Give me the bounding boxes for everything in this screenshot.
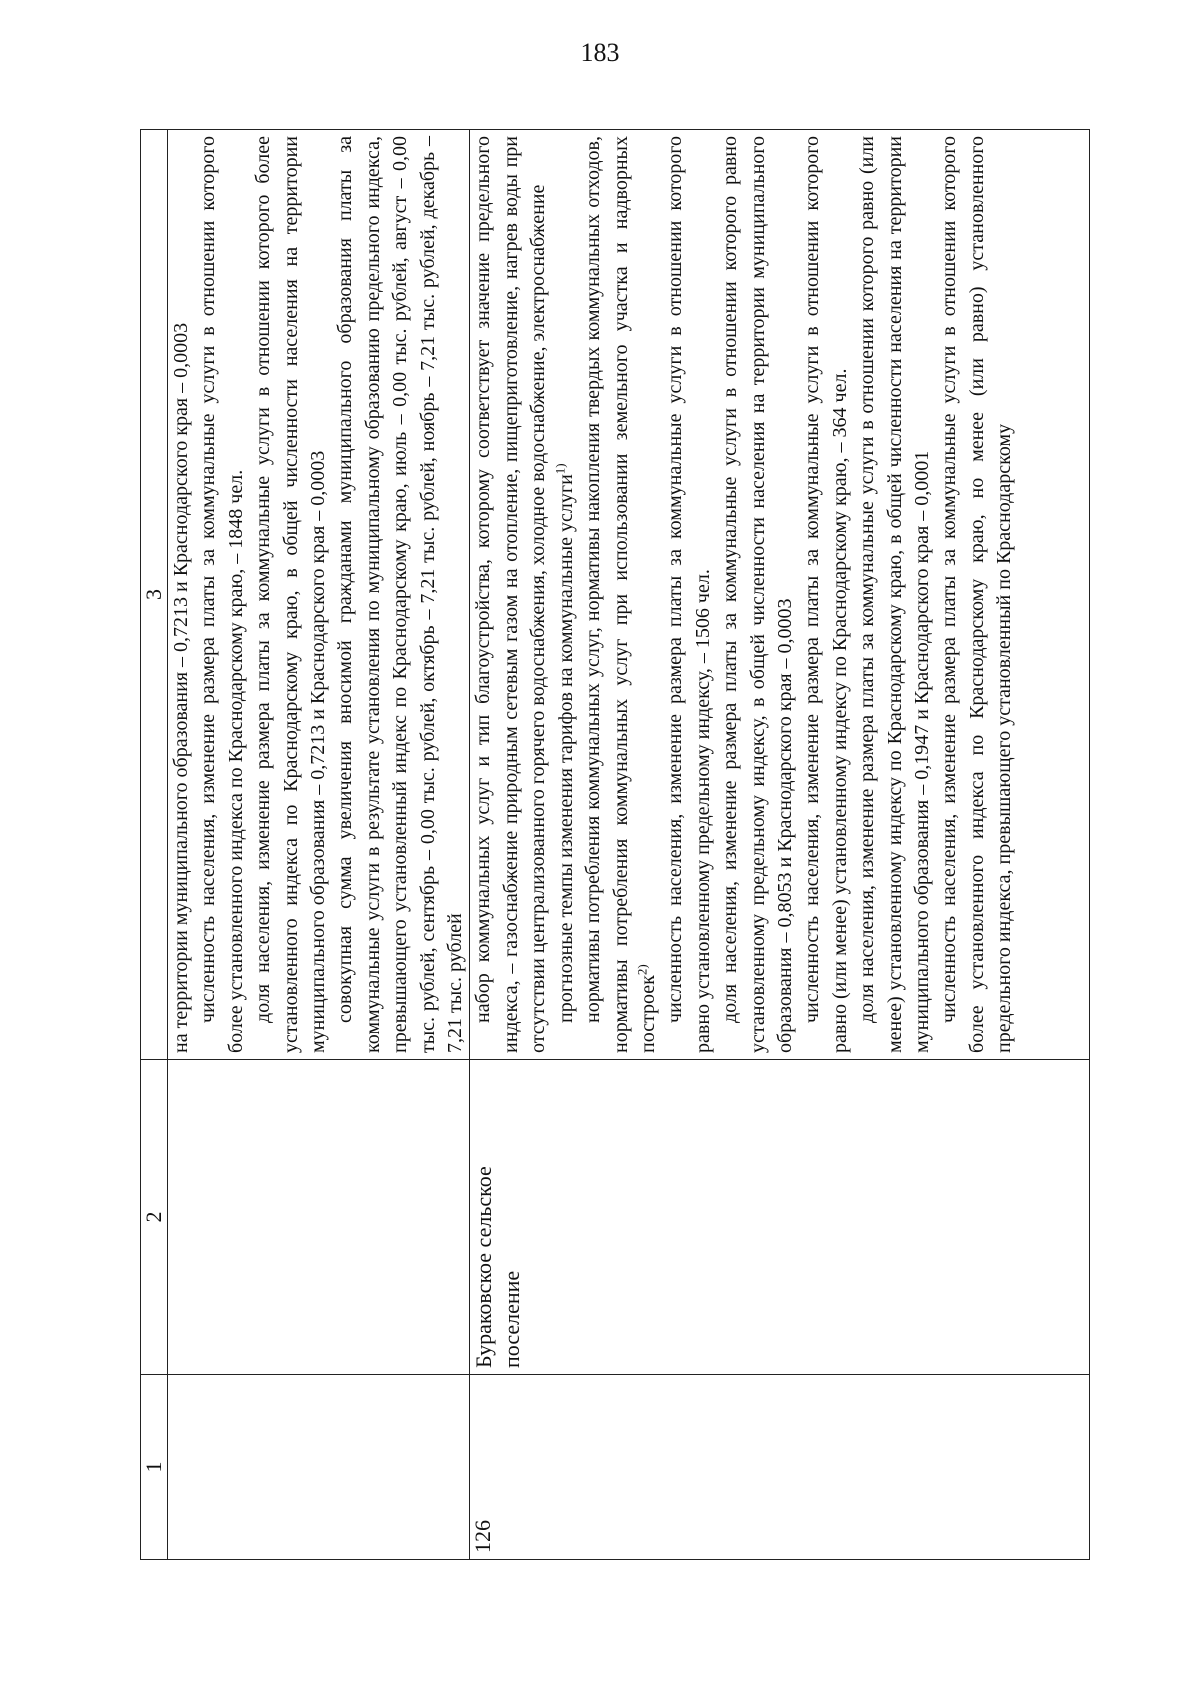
- header-col-1: 1: [141, 1375, 168, 1560]
- header-col-3: 3: [141, 130, 168, 1060]
- paragraph: численность населения, изменение размера платы за коммунальные услуги в отношении которого равно установленному предельному индексу, – 1506 чел.: [664, 136, 714, 1053]
- paragraph: доля населения, изменение размера платы за коммунальные услуги в отношении которого более установленного индекса по Краснодарскому краю, в общей численности населения на территории муниципального образования – 0,7213 и Краснодарского края – 0,0003: [252, 136, 330, 1053]
- paragraph: совокупная сумма увеличения вносимой гражданами муниципального образования платы за коммунальные услуги в результате установления по муниципальному образованию предельного индекса, превышающего установленный индекс по Краснодарскому краю, июль – 0,00 тыс. рублей, август – 0,00 тыс. рублей, сентябрь – 0,00 тыс. рублей, октябрь – 7,21 тыс. рублей, ноябрь – 7,21 тыс. рублей, декабрь – 7,21 тыс. рублей: [334, 136, 467, 1053]
- paragraph: доля населения, изменение размера платы за коммунальные услуги в отношении которого равно (или менее) установленному индексу по Краснодарскому краю, в общей численности населения на территории муниципального образования – 0,1947 и Краснодарского края – 0,0001: [856, 136, 933, 1053]
- document-table: [140, 129, 1090, 1560]
- row-number: [168, 1375, 470, 1560]
- settlement-name: Бураковское сельское поселение: [470, 1060, 1090, 1375]
- paragraph-text: нормативы потребления коммунальных услуг, нормативы накопления твердых коммунальных отходов, нормативы потребления коммунальных услуг при использовании земельного участка и надворных построек: [582, 136, 659, 1053]
- table-row: [168, 130, 470, 1560]
- page-number: 183: [580, 38, 620, 67]
- paragraph: доля населения, изменение размера платы за коммунальные услуги в отношении которого равно установленному предельному индексу, в общей численности населения на территории муниципального образования – 0,8053 и Краснодарского края – 0,0003: [719, 136, 796, 1053]
- header-col-2: 2: [141, 1060, 168, 1375]
- settlement-name: [168, 1060, 470, 1375]
- paragraph: численность населения, изменение размера платы за коммунальные услуги в отношении которого более установленного индекса по Краснодарскому краю, но менее (или равно) установленного предельного индекса, превышающего установленный по Краснодарскому: [938, 136, 1016, 1053]
- table-header-row: [141, 130, 168, 1560]
- paragraph: на территории муниципального образования – 0,7213 и Краснодарского края – 0,0003: [170, 322, 192, 1053]
- paragraph-text: прогнозные темпы изменения тарифов на коммунальные услуги: [554, 474, 577, 1023]
- row-content: [470, 130, 1090, 1060]
- table-row: [470, 130, 1090, 1560]
- footnote-mark: 1): [552, 463, 568, 475]
- footnote-mark: 2): [634, 964, 650, 976]
- paragraph: [553, 136, 580, 1053]
- row-content: [168, 130, 470, 1060]
- paragraph: численность населения, изменение размера платы за коммунальные услуги в отношении которого более установленного индекса по Краснодарскому краю, – 1848 чел.: [197, 136, 247, 1053]
- paragraph: набор коммунальных услуг и тип благоустройства, которому соответствует значение предельного индекса, – газоснабжение природным сетевым газом на отопление, пищеприготовление, нагрев воды при отсутствии централизованного горячего водоснабжения, холодное водоснабжение, электроснабжение: [472, 136, 550, 1053]
- paragraph: численность населения, изменение размера платы за коммунальные услуги в отношении которого равно (или менее) установленному индексу по Краснодарскому краю, – 364 чел.: [801, 136, 851, 1053]
- row-number: 126: [470, 1375, 1090, 1560]
- rotated-table-container: [140, 130, 1090, 1560]
- paragraph: [580, 136, 662, 1053]
